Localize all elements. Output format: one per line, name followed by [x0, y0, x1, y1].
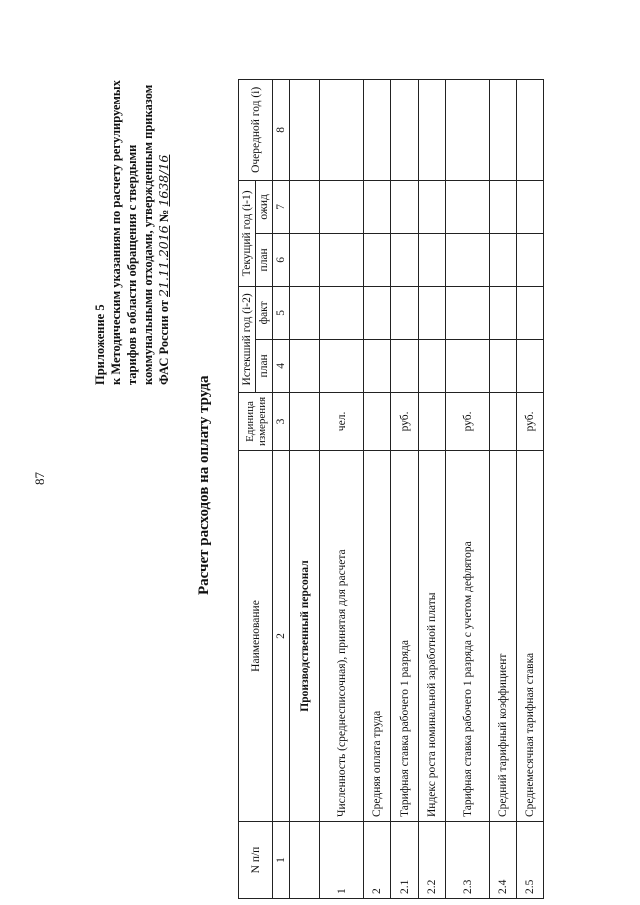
- row-value-cell: [391, 180, 419, 233]
- row-value-cell: [419, 286, 446, 339]
- row-value-cell: [391, 339, 419, 392]
- row-value-cell: [517, 339, 544, 392]
- header-num: N п/п: [239, 822, 273, 899]
- row-unit-cell: руб.: [446, 392, 490, 450]
- subheader-expected: ожид: [256, 180, 273, 233]
- row-value-cell: [517, 79, 544, 180]
- row-value-cell: [364, 79, 391, 180]
- appendix-line-2: тарифов в области обращения с твердыми: [125, 144, 139, 385]
- row-value-cell: [419, 180, 446, 233]
- header-row: [239, 79, 256, 898]
- row-value-cell: [290, 233, 320, 286]
- labor-cost-table: [238, 79, 544, 899]
- row-value-cell: [419, 79, 446, 180]
- subheader-plan-2: план: [256, 233, 273, 286]
- row-value-cell: [490, 339, 517, 392]
- header-name: Наименование: [239, 451, 273, 822]
- appendix-line-1: к Методическим указаниям по расчету регулируемых: [109, 80, 123, 385]
- page-number: 87: [32, 472, 47, 485]
- row-value-cell: [364, 233, 391, 286]
- row-value-cell: [517, 233, 544, 286]
- subheader-fact: факт: [256, 286, 273, 339]
- row-value-cell: [320, 79, 364, 180]
- row-number-cell: 1: [320, 822, 364, 899]
- row-name-cell: Тарифная ставка рабочего 1 разряда: [391, 451, 419, 822]
- index-cell: 1: [273, 822, 290, 899]
- row-number-cell: 2.4: [490, 822, 517, 899]
- subheader-plan: план: [256, 339, 273, 392]
- row-value-cell: [290, 79, 320, 180]
- appendix-line-4-prefix: ФАС России от: [157, 300, 171, 385]
- row-value-cell: [391, 286, 419, 339]
- row-value-cell: [320, 339, 364, 392]
- row-value-cell: [517, 286, 544, 339]
- row-value-cell: [446, 233, 490, 286]
- row-name-cell: Тарифная ставка рабочего 1 разряда с учетом дефлятора: [446, 451, 490, 822]
- row-value-cell: [419, 339, 446, 392]
- row-name-cell: Производственный персонал: [290, 451, 320, 822]
- index-cell: 2: [273, 451, 290, 822]
- row-unit-cell: руб.: [517, 392, 544, 450]
- table-row: [290, 79, 320, 898]
- row-value-cell: [446, 79, 490, 180]
- row-number-cell: 2: [364, 822, 391, 899]
- row-value-cell: [320, 233, 364, 286]
- row-value-cell: [364, 286, 391, 339]
- row-unit-cell: чел.: [320, 392, 364, 450]
- row-number-cell: 2.1: [391, 822, 419, 899]
- header-next-year: Очередной год (i): [239, 79, 273, 180]
- row-value-cell: [290, 180, 320, 233]
- row-value-cell: [290, 286, 320, 339]
- table-row: [320, 79, 364, 898]
- number-sign: №: [157, 209, 171, 223]
- row-value-cell: [364, 180, 391, 233]
- row-value-cell: [490, 79, 517, 180]
- index-cell: 3: [273, 392, 290, 450]
- row-value-cell: [446, 339, 490, 392]
- row-unit-cell: руб.: [391, 392, 419, 450]
- row-unit-cell: [419, 392, 446, 450]
- table-body: [290, 79, 544, 898]
- row-unit-cell: [490, 392, 517, 450]
- row-value-cell: [446, 180, 490, 233]
- header-past-year: Истекший год (i-2): [239, 286, 256, 392]
- appendix-header: [92, 45, 172, 385]
- row-value-cell: [391, 79, 419, 180]
- row-name-cell: Индекс роста номинальной заработной платы: [419, 451, 446, 822]
- row-number-cell: 2.3: [446, 822, 490, 899]
- row-value-cell: [490, 286, 517, 339]
- row-value-cell: [446, 286, 490, 339]
- appendix-line-4: [156, 45, 172, 385]
- row-unit-cell: [290, 392, 320, 450]
- row-name-cell: Средний тарифный коэффициент: [490, 451, 517, 822]
- table-row: [446, 79, 490, 898]
- table-row: [391, 79, 419, 898]
- row-value-cell: [320, 180, 364, 233]
- row-number-cell: 2.2: [419, 822, 446, 899]
- appendix-line-3: коммунальными отходами, утвержденным приказом: [141, 84, 155, 385]
- row-value-cell: [490, 233, 517, 286]
- handwritten-date: 21.11.2016: [156, 225, 171, 297]
- header-current-year: Текущий год (i-1): [239, 180, 256, 286]
- row-name-cell: Численность (среднесписочная), принятая для расчета: [320, 451, 364, 822]
- table-row: [517, 79, 544, 898]
- row-value-cell: [517, 180, 544, 233]
- row-value-cell: [320, 286, 364, 339]
- table-row: [490, 79, 517, 898]
- index-cell: 6: [273, 233, 290, 286]
- row-unit-cell: [364, 392, 391, 450]
- row-number-cell: 2.5: [517, 822, 544, 899]
- row-value-cell: [290, 339, 320, 392]
- index-row: [273, 79, 290, 898]
- header-unit: Единица измерения: [239, 392, 273, 450]
- row-value-cell: [490, 180, 517, 233]
- row-name-cell: Среднемесячная тарифная ставка: [517, 451, 544, 822]
- row-name-cell: Средняя оплата труда: [364, 451, 391, 822]
- handwritten-order-number: 1638/16: [156, 154, 171, 207]
- row-value-cell: [419, 233, 446, 286]
- index-cell: 4: [273, 339, 290, 392]
- row-value-cell: [391, 233, 419, 286]
- appendix-heading: Приложение 5: [93, 304, 107, 385]
- index-cell: 7: [273, 180, 290, 233]
- row-value-cell: [364, 339, 391, 392]
- index-cell: 8: [273, 79, 290, 180]
- row-number-cell: [290, 822, 320, 899]
- table-row: [419, 79, 446, 898]
- document-title: Расчет расходов на оплату труда: [196, 375, 212, 595]
- table-row: [364, 79, 391, 898]
- index-cell: 5: [273, 286, 290, 339]
